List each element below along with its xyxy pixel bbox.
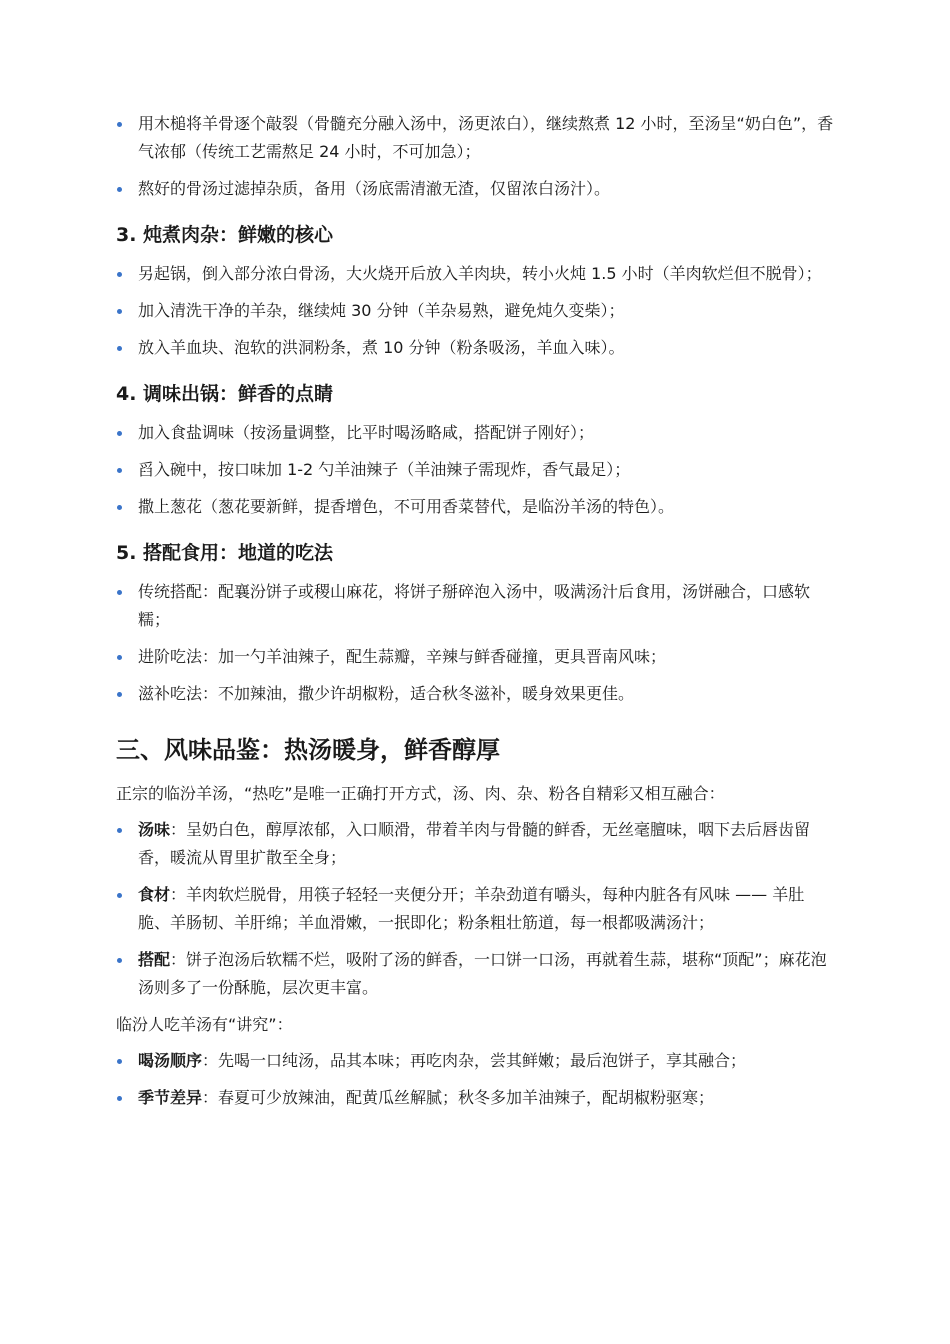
step5-heading: 5. 搭配食用：地道的吃法 <box>116 542 334 564</box>
term-label: 汤味 <box>138 820 171 839</box>
list-item: 用木槌将羊骨逐个敲裂（骨髓充分融入汤中，汤更浓白），继续熬煮 12 小时，至汤呈“奶白色”，香气浓郁（传统工艺需熬足 24 小时，不可加急）； <box>116 110 836 166</box>
list-item <box>116 946 836 1002</box>
term-text: ：饼子泡汤后软糯不烂，吸附了汤的鲜香，一口饼一口汤，再就着生蒜，堪称“顶配”；麻花泡汤则多了一份酥脆，层次更丰富。 <box>138 950 827 997</box>
step4-heading: 4. 调味出锅：鲜香的点睛 <box>116 383 334 405</box>
custom-list <box>116 1047 836 1112</box>
term-text: ：羊肉软烂脱骨，用筷子轻轻一夹便分开；羊杂劲道有嚼头，每种内脏各有风味 —— 羊肚脆、羊肠韧、羊肝绵；羊血滑嫩，一抿即化；粉条粗壮筋道，每一根都吸满汤汁； <box>138 885 805 932</box>
step4-list <box>116 419 836 521</box>
list-item <box>116 881 836 937</box>
term-label: 喝汤顺序 <box>138 1051 203 1070</box>
list-item: 撒上葱花（葱花要新鲜，提香增色，不可用香菜替代，是临汾羊汤的特色）。 <box>116 493 836 521</box>
section3-intro: 正宗的临汾羊汤，“热吃”是唯一正确打开方式，汤、肉、杂、粉各自精彩又相互融合： <box>116 784 725 803</box>
list-item: 加入食盐调味（按汤量调整，比平时喝汤略咸，搭配饼子刚好）； <box>116 419 836 447</box>
step3-heading: 3. 炖煮肉杂：鲜嫩的核心 <box>116 224 334 246</box>
list-item: 滋补吃法：不加辣油，撒少许胡椒粉，适合秋冬滋补，暖身效果更佳。 <box>116 680 836 708</box>
term-text: ：呈奶白色，醇厚浓郁，入口顺滑，带着羊肉与骨髓的鲜香，无丝毫膻味，咽下去后唇齿留香，暖流从胃里扩散至全身； <box>138 820 811 867</box>
list-item: 传统搭配：配襄汾饼子或稷山麻花，将饼子掰碎泡入汤中，吸满汤汁后食用，汤饼融合，口感软糯； <box>116 578 836 634</box>
term-label: 食材 <box>138 885 171 904</box>
bone-broth-list <box>116 110 836 203</box>
list-item: 加入清洗干净的羊杂，继续炖 30 分钟（羊杂易熟，避免炖久变柴）； <box>116 297 836 325</box>
flavor-list <box>116 816 836 1002</box>
list-item <box>116 1047 836 1075</box>
section3-heading: 三、风味品鉴：热汤暖身，鲜香醇厚 <box>116 736 500 764</box>
list-item: 熬好的骨汤过滤掉杂质，备用（汤底需清澈无渣，仅留浓白汤汁）。 <box>116 175 836 203</box>
list-item: 另起锅，倒入部分浓白骨汤，大火烧开后放入羊肉块，转小火炖 1.5 小时（羊肉软烂但不脱骨）； <box>116 260 836 288</box>
term-text: ：先喝一口纯汤，品其本味；再吃肉杂，尝其鲜嫩；最后泡饼子，享其融合； <box>202 1051 747 1070</box>
document-page <box>116 110 836 1121</box>
custom-intro: 临汾人吃羊汤有“讲究”： <box>116 1015 293 1034</box>
step5-list <box>116 578 836 708</box>
list-item: 进阶吃法：加一勺羊油辣子，配生蒜瓣，辛辣与鲜香碰撞，更具晋南风味； <box>116 643 836 671</box>
term-text: ：春夏可少放辣油，配黄瓜丝解腻；秋冬多加羊油辣子，配胡椒粉驱寒； <box>202 1088 715 1107</box>
step3-list <box>116 260 836 362</box>
list-item <box>116 816 836 872</box>
term-label: 季节差异 <box>138 1088 203 1107</box>
list-item: 放入羊血块、泡软的洪洞粉条，煮 10 分钟（粉条吸汤，羊血入味）。 <box>116 334 836 362</box>
term-label: 搭配 <box>138 950 171 969</box>
list-item: 舀入碗中，按口味加 1-2 勺羊油辣子（羊油辣子需现炸，香气最足）； <box>116 456 836 484</box>
list-item <box>116 1084 836 1112</box>
